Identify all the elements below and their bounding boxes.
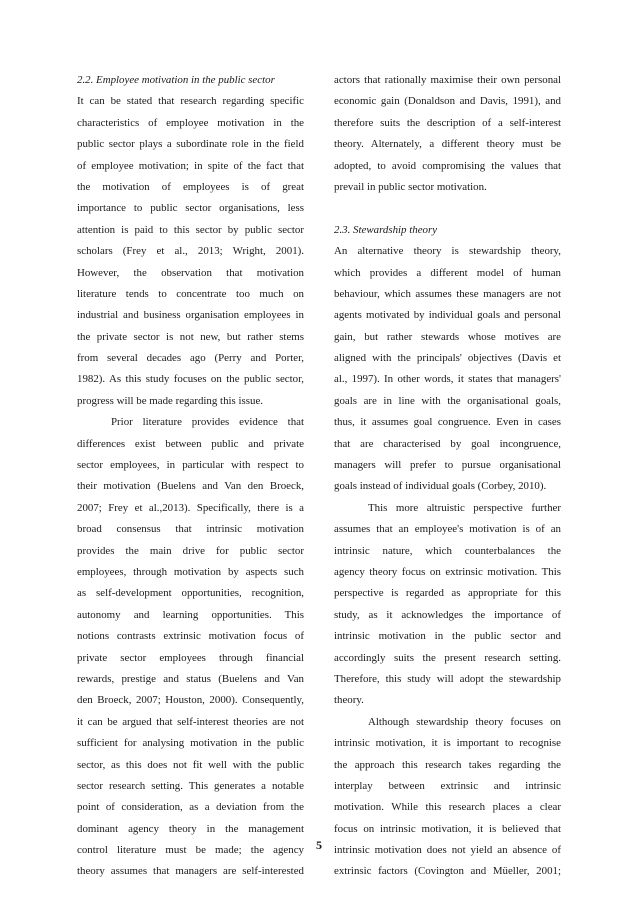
text-line: intrinsic motivation does not yield an absence of <box>334 844 561 857</box>
text-line: adopted, to avoid compromising the values that <box>334 159 561 172</box>
text-line: aligned with the principals' objectives (Davis et <box>334 352 561 365</box>
right-column <box>334 70 561 883</box>
text-line: gain, but rather stewards whose motives are <box>334 330 561 343</box>
text-line: attention is paid to this sector by public sector <box>77 223 304 236</box>
section-heading-stewardship-theory: 2.3. Stewardship theory <box>334 223 438 236</box>
text-line: Prior literature provides evidence that <box>111 416 304 429</box>
text-line: from several decades ago (Perry and Porter, <box>77 352 304 365</box>
text-line: Therefore, this study will adopt the stewardship <box>334 672 561 685</box>
text-line: thus, it assumes goal congruence. Even in cases <box>334 416 561 429</box>
text-line: that are characterised by goal incongruence, <box>334 437 561 450</box>
text-line: literature tends to concentrate too much on <box>77 287 304 300</box>
text-line: of employee motivation; in spite of the fact that <box>77 159 304 172</box>
text-line: actors that rationally maximise their own personal <box>334 74 561 86</box>
text-line: autonomy and learning opportunities. This <box>77 608 304 621</box>
text-line: study, as it acknowledges the importance of <box>334 608 561 621</box>
text-line: An alternative theory is stewardship theory, <box>334 245 561 258</box>
text-line: interplay between extrinsic and intrinsic <box>334 779 561 792</box>
text-line: assumes that an employee's motivation is of an <box>334 523 561 536</box>
page-number: 5 <box>316 838 322 852</box>
text-line: intrinsic nature, which counterbalances the <box>334 544 561 557</box>
text-line: extrinsic factors (Covington and Müeller, 2001; <box>334 865 561 878</box>
text-line: which provides a different model of human <box>334 266 561 279</box>
text-line: provides the main drive for public sector <box>77 544 304 557</box>
text-line: goals are in line with the organisational goals, <box>334 394 561 407</box>
text-line: rewards, prestige and status (Buelens and Van <box>77 672 304 685</box>
text-line: agents motivated by individual goals and personal <box>334 309 561 322</box>
text-line: employees, through motivation by aspects such <box>77 565 304 578</box>
text-line: intrinsic motivation, it is important to recognise <box>334 737 561 750</box>
text-line: their motivation (Buelens and Van den Broeck, <box>77 480 304 493</box>
text-line: theory. Alternately, a different theory must be <box>334 138 561 151</box>
text-line: theory assumes that managers are self-interested <box>77 865 304 878</box>
text-line: behaviour, which assumes these managers are not <box>334 287 561 300</box>
text-line: focus on intrinsic motivation, it is believed that <box>334 822 561 835</box>
text-line: private sector employees through financial <box>77 651 304 664</box>
text-line: importance to public sector organisations, less <box>77 202 304 215</box>
text-line: sector, as this does not fit well with the public <box>77 758 304 771</box>
text-line: sector research setting. This generates a notable <box>77 779 304 792</box>
left-column <box>77 70 304 883</box>
text-line: theory. <box>334 694 364 707</box>
text-line: the motivation of employees is of great <box>77 180 304 193</box>
text-line: managers will prefer to pursue organisational <box>334 459 561 472</box>
text-line: intrinsic motivation in the public sector and <box>334 630 561 643</box>
text-line: characteristics of employee motivation in the <box>77 116 304 129</box>
text-line: However, the observation that motivation <box>77 266 304 279</box>
text-line: notions contrasts extrinsic motivation focus of <box>77 630 304 643</box>
text-line: al., 1997). In other words, it states that managers' <box>334 373 561 386</box>
text-line: economic gain (Donaldson and Davis, 1991), and <box>334 95 561 108</box>
text-line: sector employees, in particular with respect to <box>77 459 304 472</box>
text-line: accordingly suits the present research setting. <box>334 651 561 664</box>
text-line: therefore suits the description of a self-interest <box>334 116 561 129</box>
text-line: dominant agency theory in the management <box>77 822 304 835</box>
text-line: progress will be made regarding this issue. <box>77 394 264 407</box>
text-line: prevail in public sector motivation. <box>334 180 487 193</box>
text-line: differences exist between public and private <box>77 437 304 450</box>
text-line: perspective is regarded as appropriate for this <box>334 587 561 600</box>
text-line: broad consensus that intrinsic motivation <box>77 523 304 536</box>
text-line: agency theory focus on extrinsic motivation. This <box>334 565 561 578</box>
text-line: public sector plays a subordinate role in the field <box>77 138 304 151</box>
text-line: 2007; Frey et al.,2013). Specifically, there is a <box>77 501 304 514</box>
text-line: industrial and business organisation employees in <box>77 309 304 322</box>
text-line: It can be stated that research regarding specific <box>77 95 304 108</box>
text-line: the private sector is not new, but rather stems <box>77 330 304 343</box>
text-line: This more altruistic perspective further <box>368 501 561 514</box>
text-line: 1982). As this study focuses on the public sector, <box>77 373 304 386</box>
text-line: scholars (Frey et al., 2013; Wright, 2001). <box>77 245 304 258</box>
text-line: den Broeck, 2007; Houston, 2000). Consequently, <box>77 694 304 707</box>
text-line: point of consideration, as a deviation from the <box>77 801 304 814</box>
text-line: control literature must be made; the agency <box>77 844 304 857</box>
text-line: goals instead of individual goals (Corbey, 2010). <box>334 480 547 493</box>
text-line: sufficient for analysing motivation in the public <box>77 737 304 750</box>
paragraph-gap <box>334 198 561 219</box>
text-line: the approach this research takes regarding the <box>334 758 561 771</box>
text-line: it can be argued that self-interest theories are not <box>77 715 304 728</box>
text-line: as self-development opportunities, recognition, <box>77 587 304 600</box>
section-heading-employee-motivation: 2.2. Employee motivation in the public sector <box>77 74 275 86</box>
text-line: Although stewardship theory focuses on <box>368 715 561 728</box>
text-line: motivation. While this research places a clear <box>334 801 561 814</box>
